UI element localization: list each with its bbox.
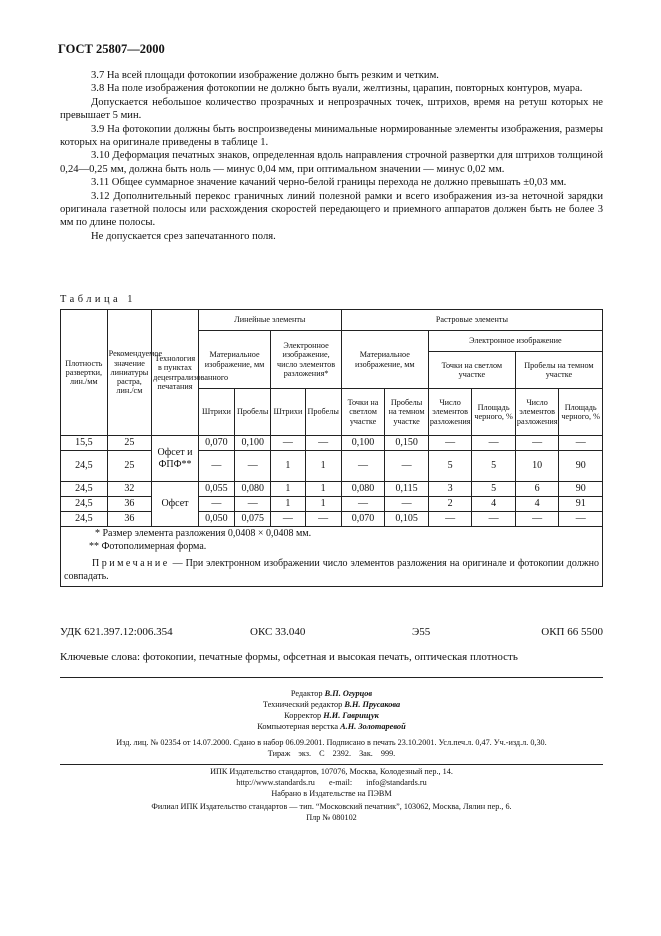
udk-code: УДК 621.397.12:006.354 xyxy=(60,626,173,638)
paragraph-3-9: 3.9 На фотокопии должны быть воспроизведены минимальные нормированные элементы изображения, размеры которых на оригинале приведены в таблице 1. xyxy=(60,123,603,149)
col-density-header: Плотность развертки, лин./мм xyxy=(61,310,108,436)
tech-offset: Офсет xyxy=(152,482,199,527)
table-row: 24,5 36 — — 1 1 — — 2 4 4 91 xyxy=(61,497,603,512)
col-gaps: Пробелы xyxy=(235,389,271,436)
table-row: 24,5 32 Офсет 0,055 0,080 1 1 0,080 0,115 3 5 6 90 xyxy=(61,482,603,497)
tech-offset-fpf: Офсет и ФПФ** xyxy=(152,436,199,482)
mat-image-raster-header: Материальное изображение, мм xyxy=(341,331,428,389)
paragraph-3-10: 3.10 Деформация печатных знаков, определенная вдоль направления строчной развертки для штрихов толщиной 0,24—0,25 мм, должна быть ноль — минус 0,04 мм, при оптимальном значении — минус 0,02 мм. xyxy=(60,150,603,175)
raster-elements-header: Растровые элементы xyxy=(341,310,602,331)
oks-code: ОКС 33.040 xyxy=(250,626,306,638)
table-row: 24,5 25 — — 1 1 — — 5 5 10 90 xyxy=(61,451,603,482)
document-header: ГОСТ 25807—2000 xyxy=(58,42,165,56)
paragraph-3-7: 3.7 На всей площади фотокопии изображение должно быть резким и четким. xyxy=(91,70,439,81)
table-row: 24,5 36 0,050 0,075 — — 0,070 0,105 — — — — xyxy=(61,512,603,527)
publisher-contacts: http://www.standards.ru e-mail: info@standards.ru xyxy=(236,777,427,787)
paragraph-3-8-allowed: Допускается небольшое количество прозрачных и непрозрачных точек, штрихов, время на ретуш которых не превышает 5 мин. xyxy=(60,96,603,122)
col-gaps-el: Пробелы xyxy=(305,389,341,436)
el-image-linear-header: Электронное изображение, число элементов разложения* xyxy=(271,331,341,389)
corrector-name: Н.И. Гаврищук xyxy=(323,711,379,720)
el-image-raster-header: Электронное изображение xyxy=(428,331,602,352)
col-black-area-1: Площадь черного, % xyxy=(472,389,516,436)
tech-editor-name: В.Н. Прусакова xyxy=(344,700,401,709)
typeset-info: Набрано в Издательстве на ПЭВМ xyxy=(271,788,392,798)
table-1 xyxy=(60,309,603,587)
printing-license: Плр № 080102 xyxy=(306,813,357,823)
mat-image-linear-header: Материальное изображение, мм xyxy=(198,331,271,389)
col-num-elements-2: Число элементов разложения xyxy=(515,389,559,436)
body-text xyxy=(60,69,603,243)
dark-gaps-header: Пробелы на темном участке xyxy=(515,352,602,389)
col-strokes-el: Штрихи xyxy=(271,389,305,436)
publication-info xyxy=(60,738,603,760)
divider xyxy=(60,764,603,765)
col-black-area-2: Площадь черного, % xyxy=(559,389,603,436)
linear-elements-header: Линейные элементы xyxy=(198,310,341,331)
layout-name: А.Н. Золотаревой xyxy=(340,722,406,731)
paragraph-3-8: 3.8 На поле изображения фотокопии не должно быть вуали, желтизны, царапин, повторных контуров, муара. xyxy=(91,83,583,95)
publisher-info xyxy=(60,767,603,824)
table-note xyxy=(62,553,601,585)
editor-name: В.П. Огурцов xyxy=(324,689,373,698)
col-raster-header: Рекомендуемое значение линиатуры растра, лин./см xyxy=(107,310,152,436)
publisher-address: ИПК Издательство стандартов, 107076, Москва, Колодезный пер., 14. xyxy=(210,767,453,776)
note-text: — При электронном изображении число элементов разложения на оригинале и фотокопии должно совпадать. xyxy=(64,558,599,582)
footnote-photopolymer: ** Фотополимерная форма. xyxy=(89,540,207,552)
printing-house: Филиал ИПК Издательство стандартов — тип. “Московский печатник”, 103062, Москва, Лялин пер., 6. xyxy=(151,802,512,812)
okp-code: ОКП 66 5500 xyxy=(541,626,603,638)
col-dots-light: Точки на светлом участке xyxy=(341,389,385,436)
col-technology-header: Технология в пунктах децентрализованного печатания xyxy=(152,310,199,436)
publication-print-run-line: Тираж экз. С 2392. Зак. 999. xyxy=(267,748,396,758)
paragraph-3-11: 3.11 Общее суммарное значение качаний черно-белой границы перехода не должно превышать ±0,03 мм. xyxy=(91,177,567,189)
paragraph-3-12-note: Не допускается срез запечатанного поля. xyxy=(91,230,276,242)
table-caption: Таблица 1 xyxy=(60,294,136,305)
col-gaps-dark: Пробелы на темном участке xyxy=(385,389,429,436)
publication-license-line: Изд. лиц. № 02354 от 14.07.2000. Сдано в набор 06.09.2001. Подписано в печать 23.10.2001. Усл.печ.л. 0,47. Уч.-изд.л. 0,30. xyxy=(116,738,547,747)
keywords: Ключевые слова: фотокопии, печатные формы, офсетная и высокая печать, оптическая плотность xyxy=(60,651,518,663)
paragraph-3-12: 3.12 Дополнительный перекос граничных линий полезной рамки и всего изображения из-за неточной зарядки оригинала газетной полосы или расхождения скоростей передающего и приемного аппаратов должен быть не более 3 мм по длине полосы. xyxy=(60,190,603,229)
divider xyxy=(60,677,603,678)
table-row: 15,5 25 Офсет и ФПФ** 0,070 0,100 — — 0,100 0,150 — — — — xyxy=(61,436,603,451)
col-num-elements-1: Число элементов разложения xyxy=(428,389,472,436)
e-code: Э55 xyxy=(412,626,431,638)
table-footer xyxy=(61,527,603,587)
imprint-credits: Редактор В.П. Огурцов Технический редактор В.Н. Прусакова Корректор Н.И. Гаврищук Компьютерная верстка А.Н. Золотаревой xyxy=(257,689,406,731)
note-label: Примечание xyxy=(92,558,170,569)
col-strokes: Штрихи xyxy=(198,389,234,436)
light-dots-header: Точки на светлом участке xyxy=(428,352,515,389)
footnote-element-size: * Размер элемента разложения 0,0408 × 0,0408 мм. xyxy=(95,528,312,539)
